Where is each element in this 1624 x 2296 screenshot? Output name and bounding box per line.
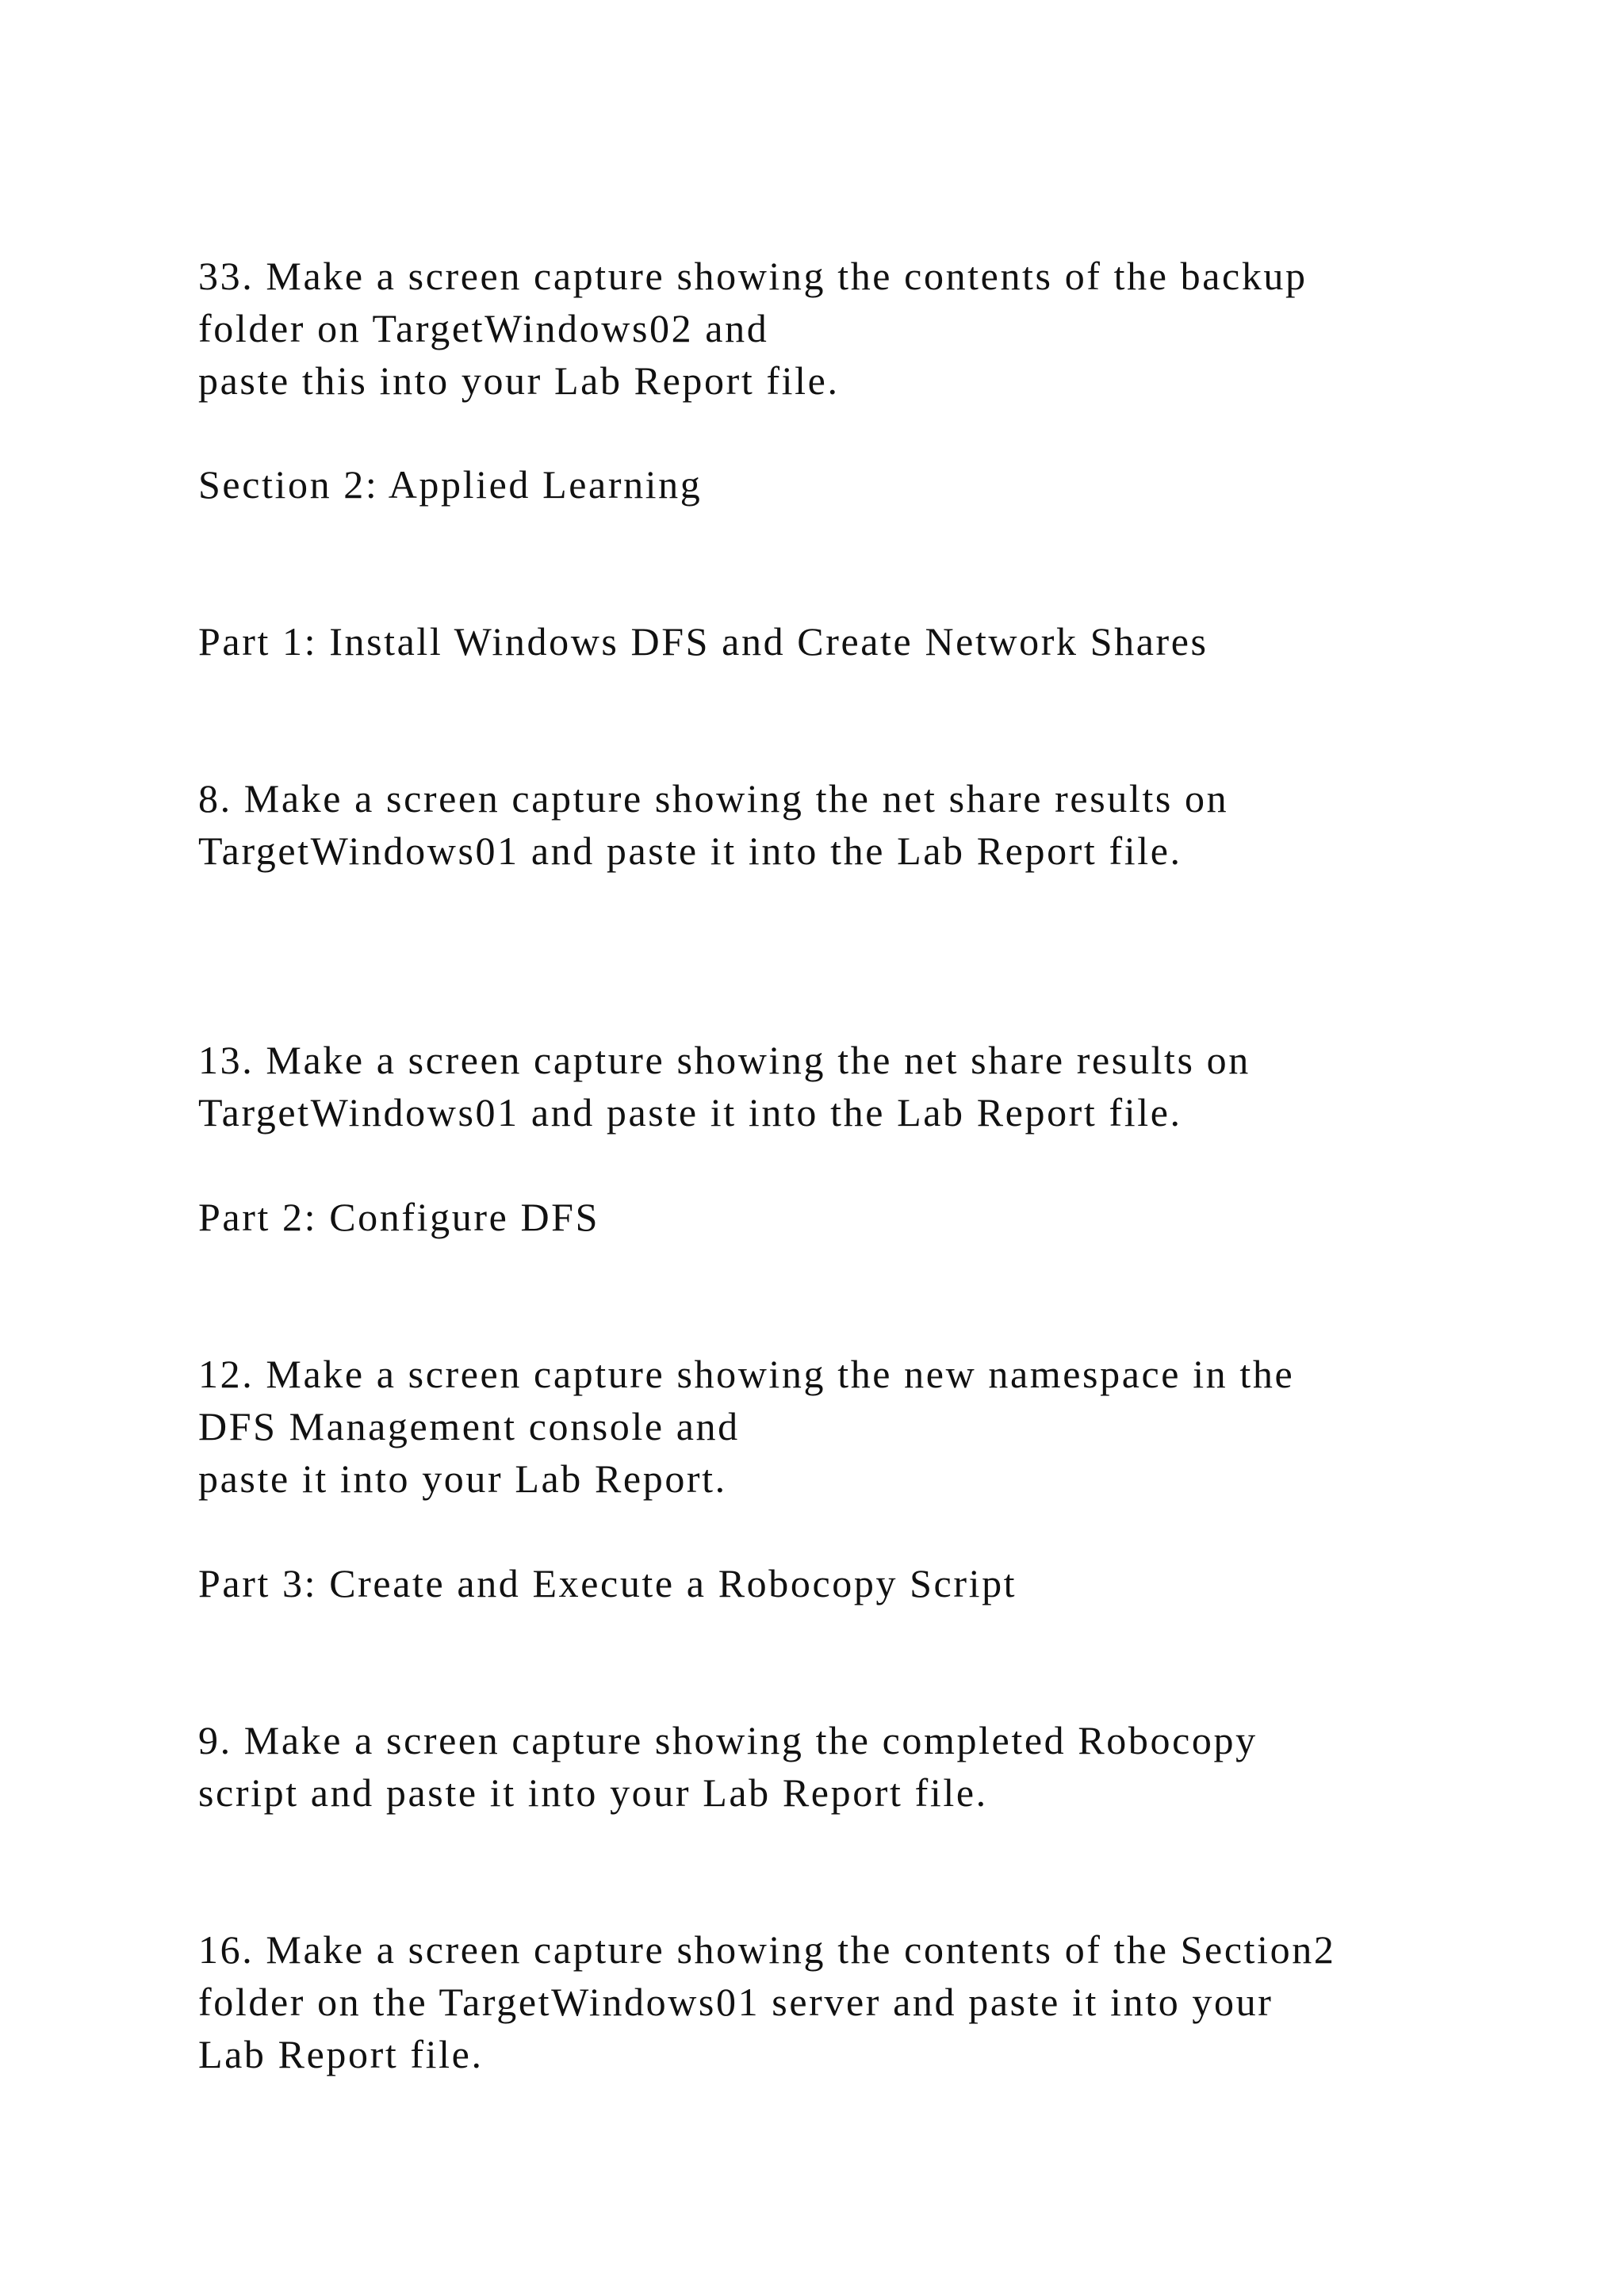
step-9-line-2: script and paste it into your Lab Report file. <box>198 1770 988 1815</box>
step-8-line-2: TargetWindows01 and paste it into the Lab Report file. <box>198 828 1182 873</box>
step-8-line-1: 8. Make a screen capture showing the net share results on <box>198 776 1229 821</box>
step-13-line-2: TargetWindows01 and paste it into the Lab Report file. <box>198 1090 1182 1135</box>
step-12-line-3: paste it into your Lab Report. <box>198 1456 727 1501</box>
step-12-line-1: 12. Make a screen capture showing the new namespace in the <box>198 1352 1295 1396</box>
step-16-line-1: 16. Make a screen capture showing the contents of the Section2 <box>198 1927 1336 1972</box>
step-16-line-2: folder on the TargetWindows01 server and paste it into your <box>198 1980 1274 2024</box>
step-33-line-2: folder on TargetWindows02 and <box>198 306 769 350</box>
step-33-line-1: 33. Make a screen capture showing the contents of the backup <box>198 254 1308 298</box>
step-13-line-1: 13. Make a screen capture showing the net share results on <box>198 1038 1251 1082</box>
step-9-line-1: 9. Make a screen capture showing the completed Robocopy <box>198 1718 1258 1762</box>
step-12-line-2: DFS Management console and <box>198 1404 740 1448</box>
part-3-heading: Part 3: Create and Execute a Robocopy Script <box>198 1561 1017 1605</box>
part-2-heading: Part 2: Configure DFS <box>198 1195 599 1239</box>
step-16-line-3: Lab Report file. <box>198 2032 484 2076</box>
part-1-heading: Part 1: Install Windows DFS and Create Network Shares <box>198 619 1208 664</box>
step-33-line-3: paste this into your Lab Report file. <box>198 358 840 403</box>
section-2-heading: Section 2: Applied Learning <box>198 462 703 507</box>
